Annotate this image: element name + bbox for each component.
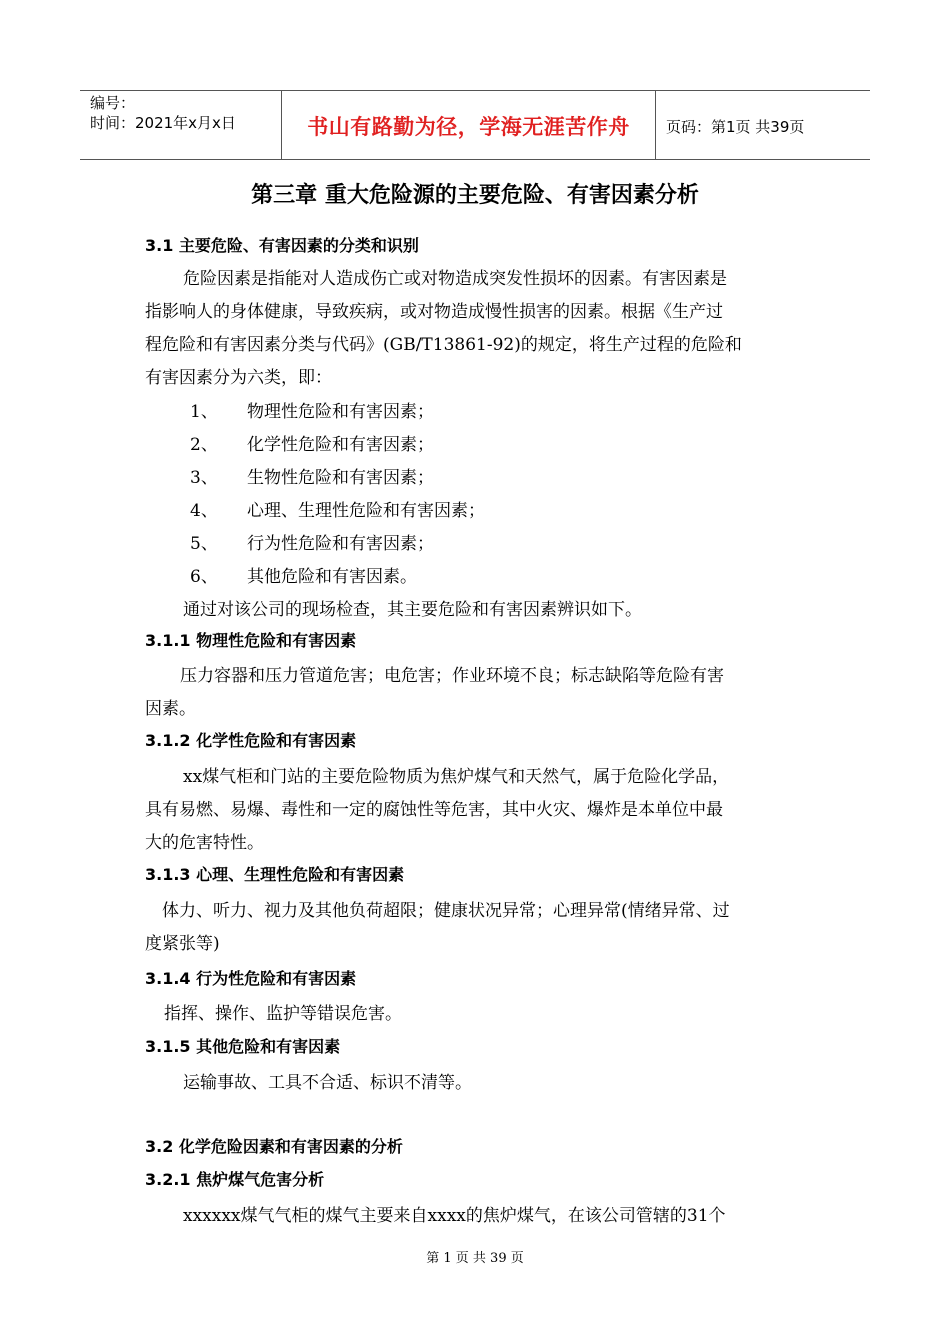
paragraph-line: 压力容器和压力管道危害；电危害；作业环境不良；标志缺陷等危险有害	[180, 666, 724, 686]
section-heading-3-2: 3.2 化学危险因素和有害因素的分析	[145, 1137, 403, 1156]
section-heading-3-1-2: 3.1.2 化学性危险和有害因素	[145, 731, 357, 750]
list-number: 6、	[190, 567, 218, 587]
list-text: 其他危险和有害因素。	[247, 567, 417, 587]
paragraph-line: 体力、听力、视力及其他负荷超限；健康状况异常；心理异常(情绪异常、过	[162, 901, 730, 921]
paragraph-line: 因素。	[145, 699, 196, 719]
section-heading-3-2-1: 3.2.1 焦炉煤气危害分析	[145, 1170, 325, 1189]
list-text: 行为性危险和有害因素；	[247, 534, 434, 554]
paragraph-line: 有害因素分为六类，即：	[145, 368, 332, 388]
list-item	[190, 496, 485, 521]
paragraph-line: 度紧张等)	[145, 934, 220, 954]
paragraph-line: xxxxxx煤气气柜的煤气主要来自xxxx的焦炉煤气，在该公司管辖的31个	[183, 1206, 726, 1226]
list-number: 3、	[190, 468, 218, 488]
paragraph-line: 通过对该公司的现场检查，其主要危险和有害因素辨识如下。	[183, 600, 642, 620]
list-item	[190, 529, 434, 554]
header-page-info: 页码：第1页 共39页	[666, 118, 805, 136]
header-divider	[655, 91, 656, 159]
header-info-cell	[90, 93, 280, 133]
section-heading-3-1-5: 3.1.5 其他危险和有害因素	[145, 1037, 341, 1056]
page-footer: 第 1 页 共 39 页	[426, 1251, 524, 1266]
paragraph-line: 具有易燃、易爆、毒性和一定的腐蚀性等危害，其中火灾、爆炸是本单位中最	[145, 800, 723, 820]
list-text: 化学性危险和有害因素；	[247, 435, 434, 455]
paragraph-line: xx煤气柜和门站的主要危险物质为焦炉煤气和天然气，属于危险化学品，	[183, 767, 730, 787]
list-item	[190, 430, 434, 455]
header-motto: 书山有路勤为径，学海无涯苦作舟	[307, 115, 630, 139]
section-heading-3-1: 3.1 主要危险、有害因素的分类和识别	[145, 236, 419, 255]
paragraph-line: 大的危害特性。	[145, 833, 264, 853]
list-item	[190, 562, 417, 587]
section-heading-3-1-3: 3.1.3 心理、生理性危险和有害因素	[145, 865, 405, 884]
paragraph-line: 指挥、操作、监护等错误危害。	[164, 1004, 402, 1024]
list-number: 4、	[190, 501, 218, 521]
paragraph-line: 指影响人的身体健康，导致疾病，或对物造成慢性损害的因素。根据《生产过	[145, 302, 723, 322]
paragraph-line: 运输事故、工具不合适、标识不清等。	[183, 1073, 472, 1093]
list-number: 5、	[190, 534, 218, 554]
chapter-title: 第三章 重大危险源的主要危险、有害因素分析	[251, 183, 699, 208]
list-item	[190, 397, 434, 422]
list-number: 2、	[190, 435, 218, 455]
list-item	[190, 463, 434, 488]
list-number: 1、	[190, 402, 218, 422]
number-label: 编号：	[90, 94, 136, 112]
list-text: 生物性危险和有害因素；	[247, 468, 434, 488]
paragraph-line: 危险因素是指能对人造成伤亡或对物造成突发性损坏的因素。有害因素是	[183, 269, 727, 289]
list-text: 心理、生理性危险和有害因素；	[247, 501, 485, 521]
section-heading-3-1-4: 3.1.4 行为性危险和有害因素	[145, 969, 357, 988]
paragraph-line: 程危险和有害因素分类与代码》(GB/T13861-92)的规定，将生产过程的危险和	[145, 335, 742, 355]
time-label: 时间：2021年x月x日	[90, 114, 236, 132]
header-table	[80, 90, 870, 160]
section-heading-3-1-1: 3.1.1 物理性危险和有害因素	[145, 631, 357, 650]
list-text: 物理性危险和有害因素；	[247, 402, 434, 422]
